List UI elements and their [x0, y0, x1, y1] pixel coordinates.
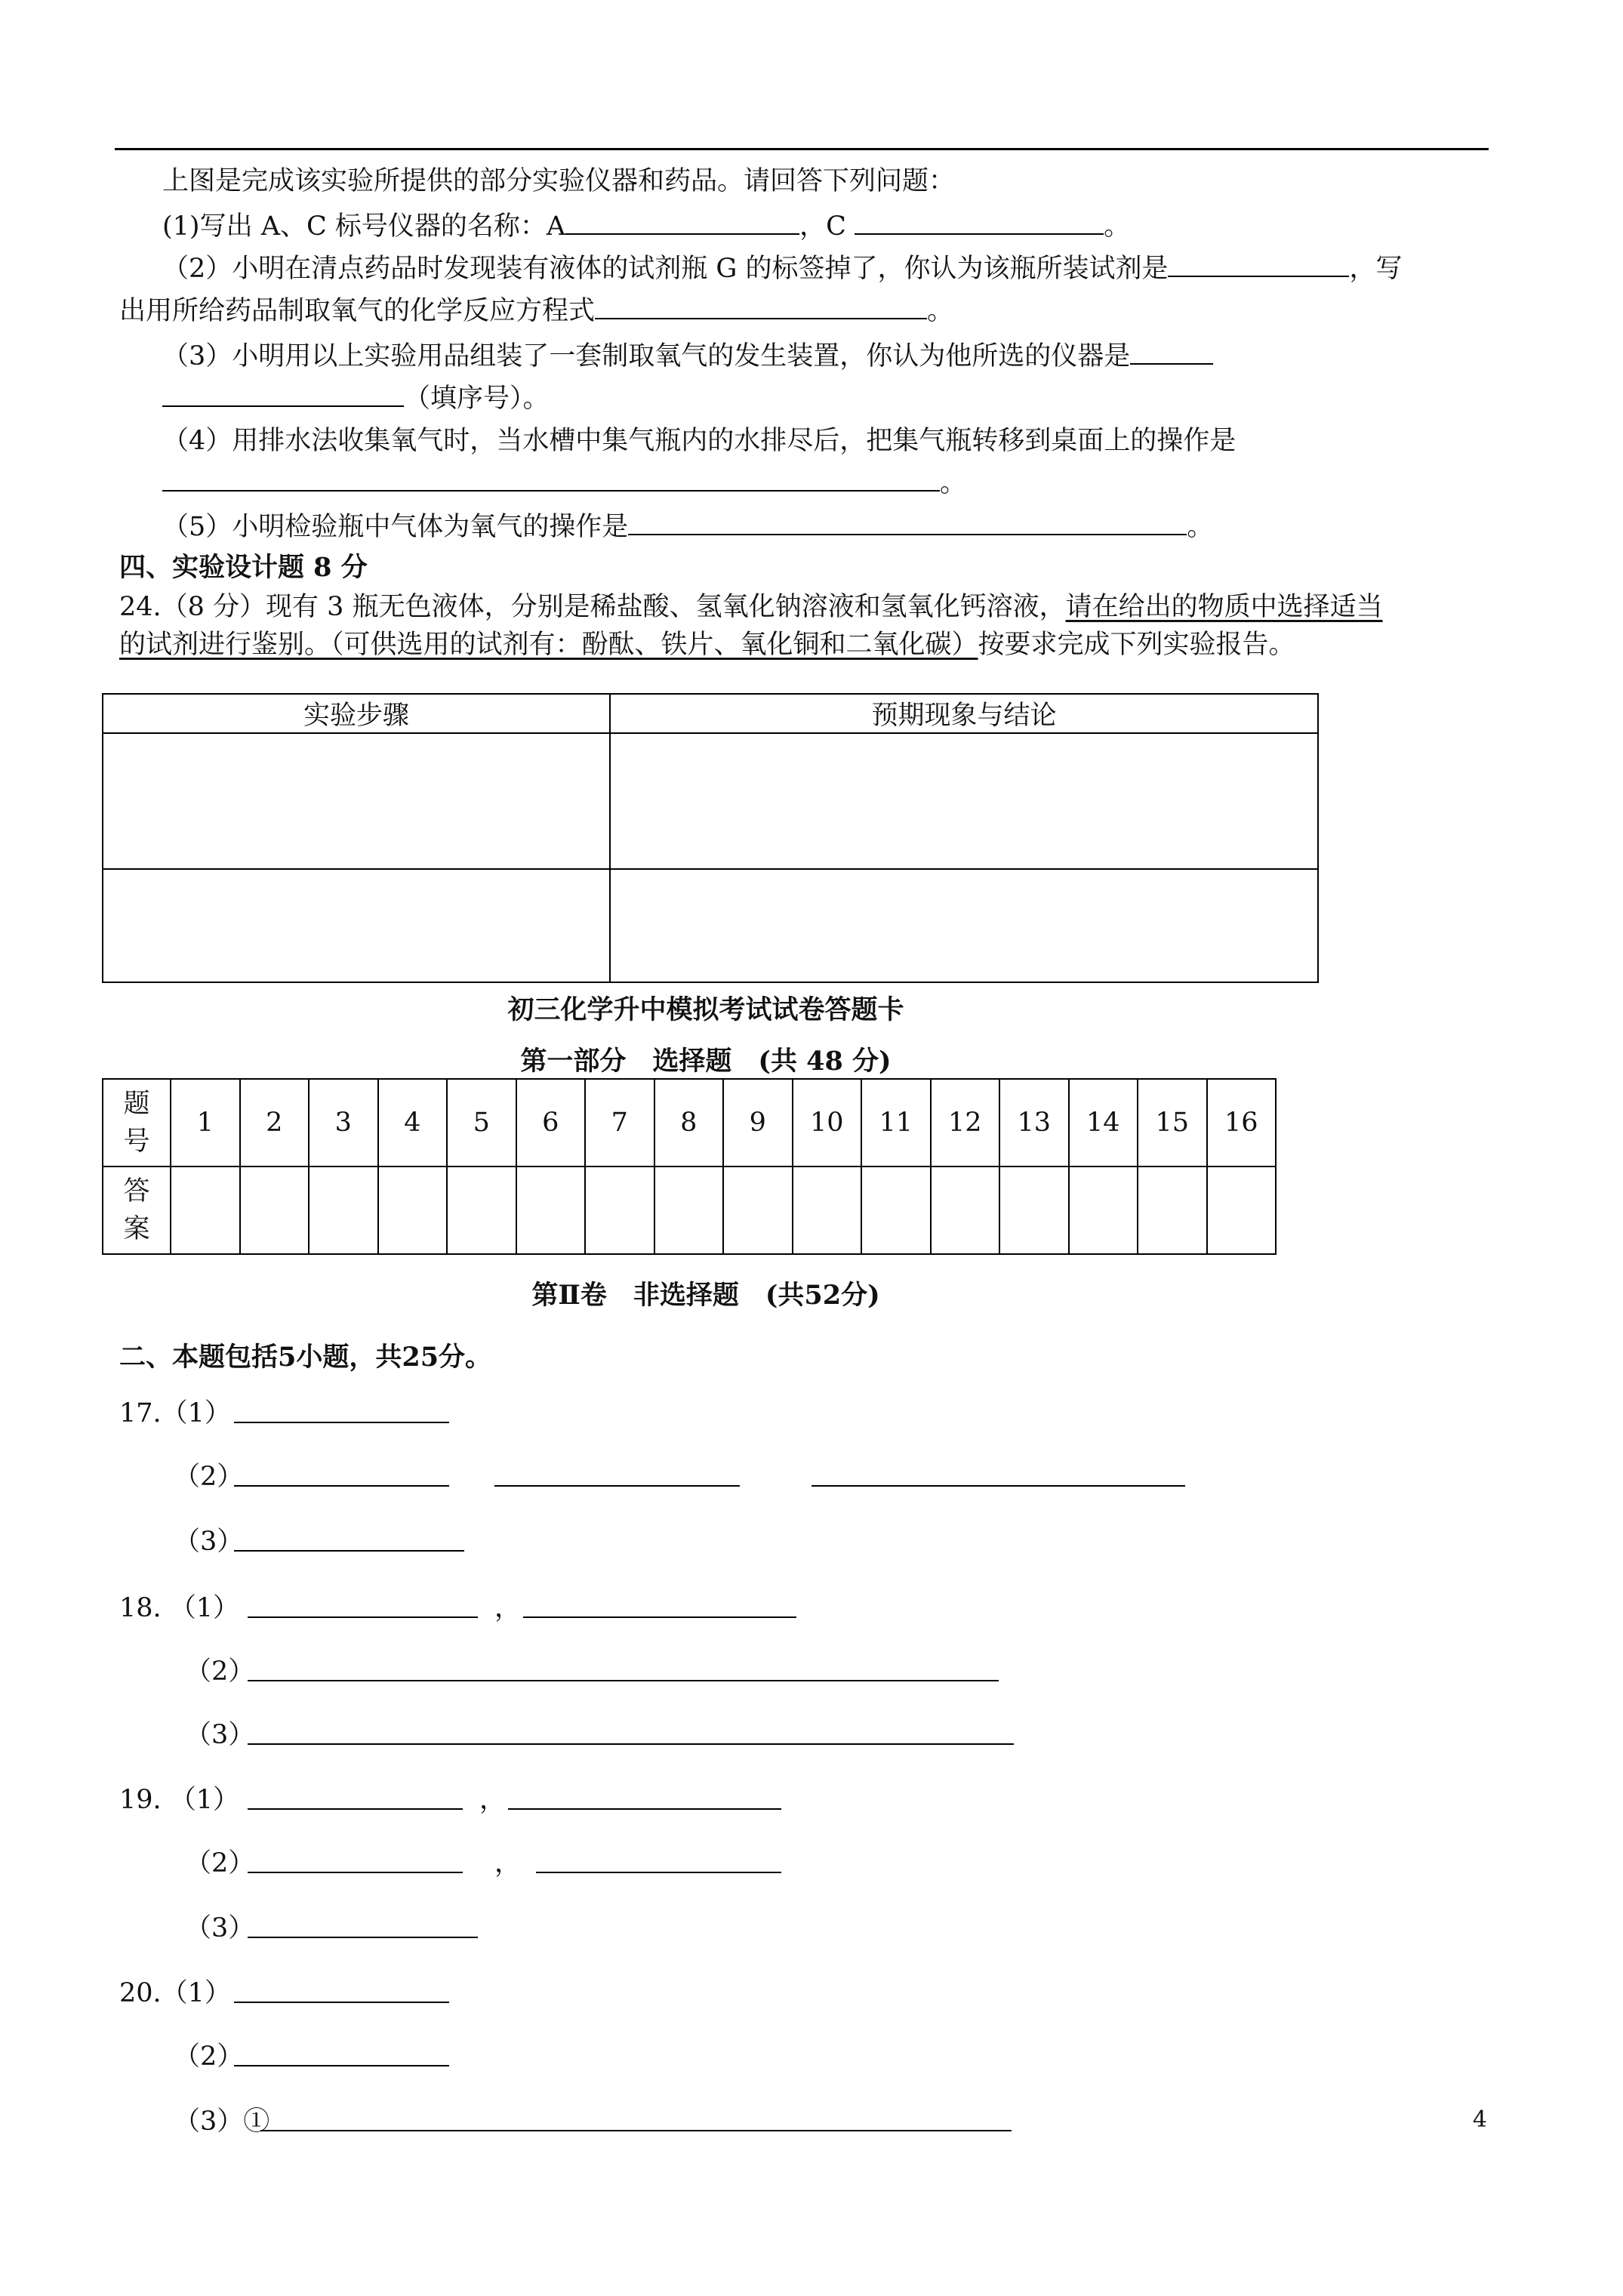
mc-question-number: 15: [1138, 1079, 1207, 1166]
answer-19-2-blank-a[interactable]: [248, 1872, 463, 1873]
mc-answer-cell[interactable]: [1069, 1166, 1138, 1254]
q5-blank[interactable]: [628, 511, 1187, 535]
mc-answer-cell[interactable]: [723, 1166, 793, 1254]
question-1: [162, 205, 1130, 243]
q3-blank-part2[interactable]: [162, 383, 404, 407]
mc-question-number: 13: [999, 1079, 1069, 1166]
q24-line1: [119, 586, 1383, 624]
report-cell[interactable]: [610, 733, 1318, 869]
part1-title: 第一部分 选择题 (共 48 分): [520, 1046, 892, 1077]
mc-question-number: 8: [654, 1079, 724, 1166]
mc-question-number: 7: [585, 1079, 654, 1166]
answer-17-2-blank-c[interactable]: [812, 1485, 1185, 1487]
answer-18-comma: ，: [494, 1593, 522, 1623]
mc-question-number: 1: [171, 1079, 240, 1166]
answer-19-comma-1: ，: [479, 1785, 507, 1815]
answer-17-2-blank-b[interactable]: [494, 1485, 740, 1487]
mc-answer-cell[interactable]: [931, 1166, 1000, 1254]
answer-18-3-blank[interactable]: [248, 1743, 1014, 1745]
q1-blank-c[interactable]: [855, 211, 1104, 235]
answer-20-1-label: 20.（1）: [119, 1978, 231, 2008]
answer-20-1-blank[interactable]: [234, 2002, 449, 2003]
answer-18-3-label: （3）: [185, 1720, 255, 1750]
section-4-heading: 四、实验设计题 8 分: [119, 552, 368, 583]
mc-answer-cell[interactable]: [378, 1166, 448, 1254]
q1-text: (1)写出 A、C 标号仪器的名称：A: [162, 211, 566, 242]
question-2-line2: [119, 290, 953, 328]
q2-text-c: 出用所给药品制取氧气的化学反应方程式: [119, 296, 596, 326]
q5-text: （5）小明检验瓶中气体为氧气的操作是: [162, 512, 629, 542]
report-header-steps: 实验步骤: [103, 694, 610, 733]
page-number: 4: [1472, 2106, 1487, 2133]
report-cell[interactable]: [103, 869, 610, 982]
mc-answer-cell[interactable]: [793, 1166, 862, 1254]
mc-question-number: 2: [240, 1079, 310, 1166]
q5-end: 。: [1187, 512, 1214, 542]
question-5: [162, 506, 1213, 544]
mc-question-number: 9: [723, 1079, 793, 1166]
answer-19-comma-2: ，: [494, 1848, 522, 1878]
answer-17-3-label: （3）: [174, 1527, 244, 1557]
answer-19-3-label: （3）: [185, 1913, 255, 1943]
top-rule: [115, 148, 1489, 150]
mc-question-number: 14: [1069, 1079, 1138, 1166]
answer-17-2-label: （2）: [174, 1462, 244, 1492]
q4-blank[interactable]: [162, 467, 940, 492]
report-cell[interactable]: [610, 869, 1318, 982]
answer-19-1-blank-b[interactable]: [508, 1808, 781, 1810]
mc-question-number: 3: [309, 1079, 378, 1166]
question-4-line1: （4）用排水法收集氧气时，当水槽中集气瓶内的水排尽后，把集气瓶转移到桌面上的操作是: [162, 426, 1236, 456]
mc-question-number: 5: [447, 1079, 516, 1166]
q2-blank-reagent[interactable]: [1168, 253, 1349, 277]
answer-card-title: 初三化学升中模拟考试试卷答题卡: [507, 994, 904, 1025]
answer-18-2-label: （2）: [185, 1657, 255, 1687]
section-2-heading: 二、本题包括5小题，共25分。: [119, 1342, 492, 1373]
mc-answer-cell[interactable]: [516, 1166, 586, 1254]
q4-end: 。: [940, 468, 967, 498]
mc-answer-cell[interactable]: [1207, 1166, 1277, 1254]
answer-19-1-label: 19. （1）: [119, 1785, 240, 1815]
q1-end: 。: [1104, 211, 1131, 242]
q2-text: （2）小明在清点药品时发现装有液体的试剂瓶 G 的标签掉了，你认为该瓶所装试剂是: [162, 254, 1169, 284]
mc-answer-cell[interactable]: [861, 1166, 931, 1254]
answer-18-1-blank-a[interactable]: [248, 1616, 478, 1618]
report-header-results: 预期现象与结论: [610, 694, 1318, 733]
question-2-line1: [162, 248, 1403, 285]
q24-underlined-2: 的试剂进行鉴别。（可供选用的试剂有：酚酞、铁片、氧化铜和二氧化碳）: [119, 630, 978, 660]
answer-18-1-blank-b[interactable]: [523, 1616, 796, 1618]
mc-answer-cell[interactable]: [309, 1166, 378, 1254]
answer-17-1-label: 17.（1）: [119, 1398, 231, 1428]
mc-question-number: 6: [516, 1079, 586, 1166]
question-3-line2: [162, 378, 550, 415]
mc-answer-cell[interactable]: [999, 1166, 1069, 1254]
answer-17-2-blank-a[interactable]: [234, 1485, 449, 1487]
mc-answer-cell[interactable]: [447, 1166, 516, 1254]
q2-blank-equation[interactable]: [595, 295, 927, 319]
answer-19-2-label: （2）: [185, 1848, 255, 1878]
answer-20-2-blank[interactable]: [234, 2065, 449, 2066]
q3-text: （3）小明用以上实验用品组装了一套制取氧气的发生装置，你认为他所选的仪器是: [162, 341, 1131, 371]
answer-20-2-label: （2）: [174, 2042, 244, 2072]
mc-header-number: 题 号: [103, 1079, 171, 1166]
answer-18-1-label: 18. （1）: [119, 1593, 240, 1623]
question-4-line2: [162, 462, 966, 500]
intro-text: 上图是完成该实验所提供的部分实验仪器和药品。请回答下列问题：: [162, 166, 956, 196]
mc-question-number: 4: [378, 1079, 448, 1166]
mc-header-answer: 答 案: [103, 1166, 171, 1254]
mc-question-number: 16: [1207, 1079, 1277, 1166]
mc-question-number: 12: [931, 1079, 1000, 1166]
mc-question-number: 11: [861, 1079, 931, 1166]
q24-suffix: 按要求完成下列实验报告。: [978, 630, 1295, 660]
mc-answer-cell[interactable]: [1138, 1166, 1207, 1254]
answer-18-2-blank[interactable]: [248, 1680, 999, 1681]
q2-text-b: ，写: [1349, 254, 1403, 284]
q24-line2: [119, 624, 1295, 661]
answer-19-3-blank[interactable]: [248, 1937, 478, 1938]
answer-19-1-blank-a[interactable]: [248, 1808, 463, 1810]
mc-answer-cell[interactable]: [171, 1166, 240, 1254]
answer-17-3-blank[interactable]: [234, 1550, 464, 1552]
mc-answer-cell[interactable]: [654, 1166, 724, 1254]
multiple-choice-table: [102, 1078, 1277, 1255]
mc-question-number: 10: [793, 1079, 862, 1166]
q2-end: 。: [927, 296, 954, 326]
mc-answer-cell[interactable]: [585, 1166, 654, 1254]
answer-19-2-blank-b[interactable]: [536, 1872, 781, 1873]
report-cell[interactable]: [103, 733, 610, 869]
answer-20-3-blank[interactable]: [260, 2130, 1012, 2131]
part2-title: 第Ⅱ卷 非选择题 (共52分): [531, 1280, 880, 1311]
q3-blank-part1[interactable]: [1130, 341, 1213, 365]
mc-answer-cell[interactable]: [240, 1166, 310, 1254]
q1-blank-a[interactable]: [565, 211, 799, 235]
q3-text-b: （填序号）。: [404, 384, 550, 414]
answer-17-1-blank[interactable]: [234, 1422, 449, 1423]
experiment-report-table: [102, 693, 1319, 983]
question-3-line1: [162, 335, 1213, 373]
q1-sep: ，C: [799, 211, 846, 242]
q24-underlined-1: 请在给出的物质中选择适当: [1065, 592, 1383, 622]
q24-prefix: 24.（8 分）现有 3 瓶无色液体，分别是稀盐酸、氢氧化钠溶液和氢氧化钙溶液，: [119, 592, 1066, 622]
answer-20-3-label: （3）①: [174, 2106, 270, 2137]
